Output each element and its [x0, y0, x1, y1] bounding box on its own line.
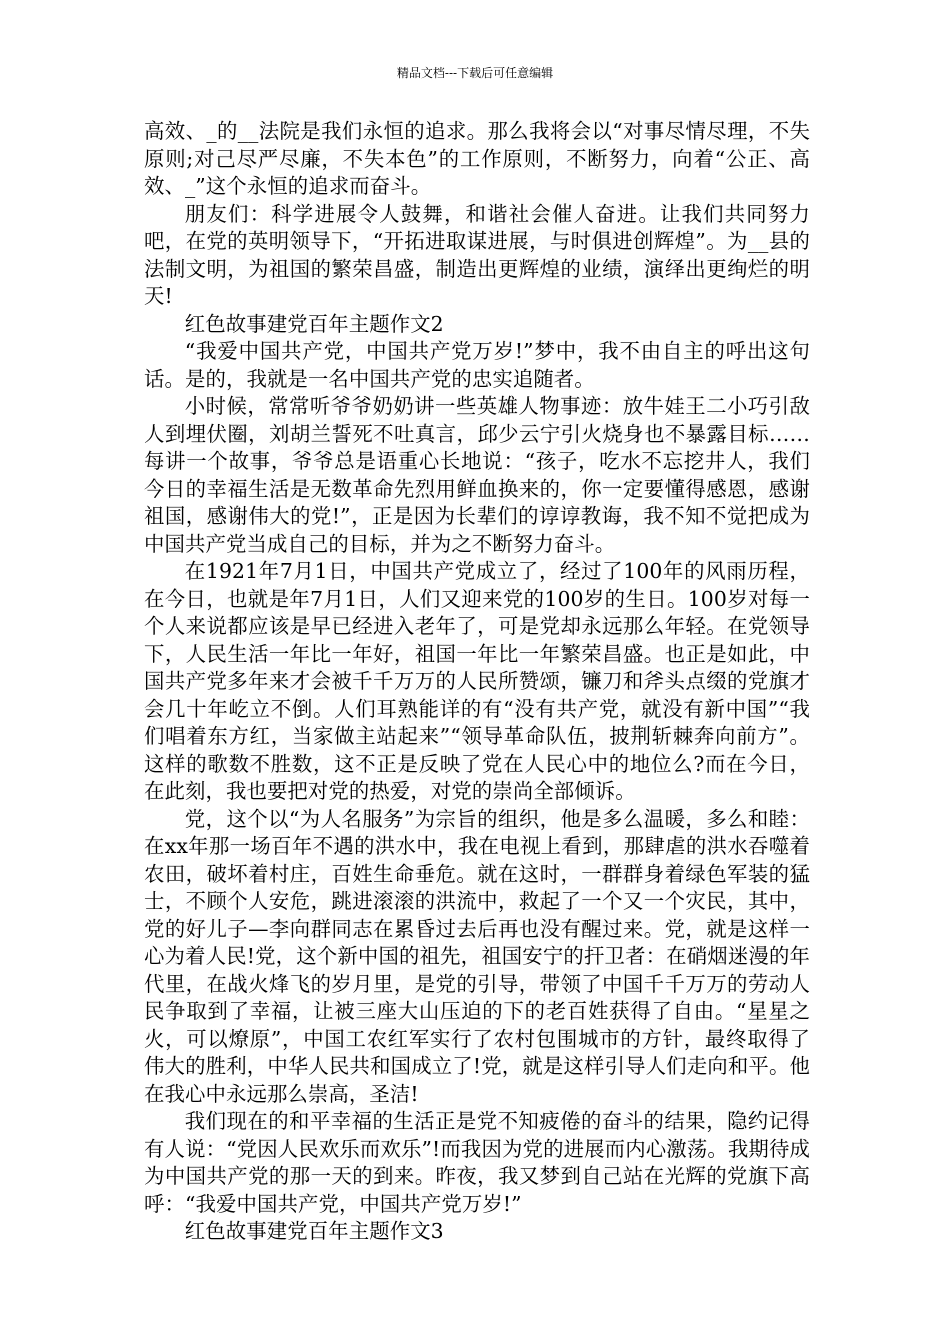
section-heading-2: 红色故事建党百年主题作文2	[184, 311, 444, 336]
paragraph-4: 小时候，常常听爷爷奶奶讲一些英雄人物事迹：放牛娃王二小巧引敌人到埋伏圈，刘胡兰誓死不吐真言，邱少云宁引火烧身也不暴露目标……每讲一个故事，爷爷总是语重心长地说：“孩子，吃水不忘挖井人，我们今日的幸福生活是无数革命先烈用鲜血换来的，你一定要懂得感恩，感谢祖国，感谢伟大的党!”，正是因为长辈们的谆谆教诲，我不知不觉把成为中国共产党当成自己的目标，并为之不断努力奋斗。	[144, 394, 810, 556]
paragraph-2: 朋友们：科学进展令人鼓舞，和谐社会催人奋进。让我们共同努力吧，在党的英明领导下，“开拓进取谋进展，与时俱进创辉煌”。为__县的法制文明，为祖国的繁荣昌盛，制造出更辉煌的业绩，演绎出更绚烂的明天!	[144, 201, 810, 308]
document-body	[144, 118, 810, 1246]
paragraph-3: “我爱中国共产党，中国共产党万岁!”梦中，我不由自主的呼出这句话。是的，我就是一名中国共产党的忠实追随者。	[144, 339, 810, 391]
paragraph-7: 我们现在的和平幸福的生活正是党不知疲倦的奋斗的结果，隐约记得有人说：“党因人民欢乐而欢乐”!而我因为党的进展而内心激荡。我期待成为中国共产党的那一天的到来。昨夜，我又梦到自己站在光辉的党旗下高呼：“我爱中国共产党，中国共产党万岁!”	[144, 1109, 810, 1216]
paragraph-6: 党，这个以“为人名服务”为宗旨的组织，他是多么温暖，多么和睦：在xx年那一场百年不遇的洪水中，我在电视上看到，那肆虐的洪水吞噬着农田，破坏着村庄，百姓生命垂危。就在这时，一群群身着绿色军装的猛士，不顾个人安危，跳进滚滚的洪流中，救起了一个又一个灾民，其中，党的好儿子—李向群同志在累昏过去后再也没有醒过来。党，就是这样一心为着人民!党，这个新中国的祖先，祖国安宁的扞卫者：在硝烟迷漫的年代里，在战火烽飞的岁月里，是党的引导，带领了中国千千万万的劳动人民争取到了幸福，让被三座大山压迫的下的老百姓获得了自由。“星星之火，可以燎原”，中国工农红军实行了农村包围城市的方针，最终取得了伟大的胜利，中华人民共和国成立了!党，就是这样引导人们走向和平。他在我心中永远那么崇高，圣洁!	[144, 806, 810, 1106]
page-header: 精品文档---下载后可任意编辑	[396, 66, 554, 80]
paragraph-5: 在1921年7月1日，中国共产党成立了，经过了100年的风雨历程，在今日，也就是年7月1日，人们又迎来党的100岁的生日。100岁对每一个人来说都应该是早已经进入老年了，可是党却永远那么年轻。在党领导下，人民生活一年比一年好，祖国一年比一年繁荣昌盛。也正是如此，中国共产党多年来才会被千千万万的人民所赞颂，镰刀和斧头点缀的党旗才会几十年屹立不倒。人们耳熟能详的有“没有共产党，就没有新中国”“我们唱着东方红，当家做主站起来”“领导革命队伍，披荆斩棘奔向前方”。这样的歌数不胜数，这不正是反映了党在人民心中的地位么?而在今日，在此刻，我也要把对党的热爱，对党的崇尚全部倾诉。	[144, 559, 810, 803]
paragraph-1: 高效、_的__法院是我们永恒的追求。那么我将会以“对事尽情尽理，不失原则;对己尽严尽廉，不失本色”的工作原则，不断努力，向着“公正、高效、_”这个永恒的追求而奋斗。	[144, 119, 810, 198]
section-heading-3: 红色故事建党百年主题作文3	[184, 1219, 444, 1243]
